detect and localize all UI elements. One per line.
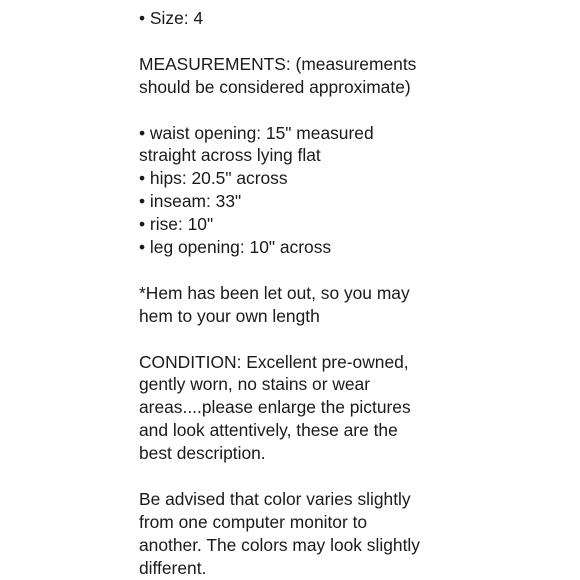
paragraph-gap (139, 328, 569, 351)
paragraph-gap (139, 259, 569, 282)
condition-line: best description. (139, 443, 266, 464)
measurements-list (139, 122, 569, 259)
color-advisory-line: different. (139, 557, 207, 578)
measurement-rise: • rise: 10" (139, 214, 214, 235)
measurement-inseam: • inseam: 33" (139, 191, 242, 212)
condition-paragraph (139, 351, 569, 466)
measurement-hips: • hips: 20.5" across (139, 168, 288, 189)
paragraph-gap (139, 30, 569, 53)
color-advisory-line: from one computer monitor to (139, 511, 368, 532)
color-advisory-line: another. The colors may look slightly (139, 534, 420, 555)
measurement-waist: • waist opening: 15" measured (139, 122, 374, 143)
hem-note (139, 282, 569, 328)
hem-note-line: hem to your own length (139, 305, 320, 326)
paragraph-gap (139, 99, 569, 122)
condition-line: areas....please enlarge the pictures (139, 397, 411, 418)
color-advisory-paragraph (139, 488, 569, 580)
measurement-waist-continued: straight across lying flat (139, 145, 321, 166)
measurement-leg-opening: • leg opening: 10" across (139, 237, 332, 258)
paragraph-gap (139, 465, 569, 488)
size-line: • Size: 4 (139, 8, 204, 28)
listing-description (139, 7, 569, 580)
condition-line: and look attentively, these are the (139, 420, 398, 441)
measurements-header-line: MEASUREMENTS: (measurements (139, 53, 417, 74)
measurements-header-line: should be considered approximate) (139, 76, 411, 97)
condition-line: gently worn, no stains or wear (139, 374, 371, 395)
condition-line: CONDITION: Excellent pre-owned, (139, 351, 409, 372)
measurements-header (139, 53, 569, 99)
hem-note-line: *Hem has been let out, so you may (139, 282, 410, 303)
color-advisory-line: Be advised that color varies slightly (139, 488, 411, 509)
